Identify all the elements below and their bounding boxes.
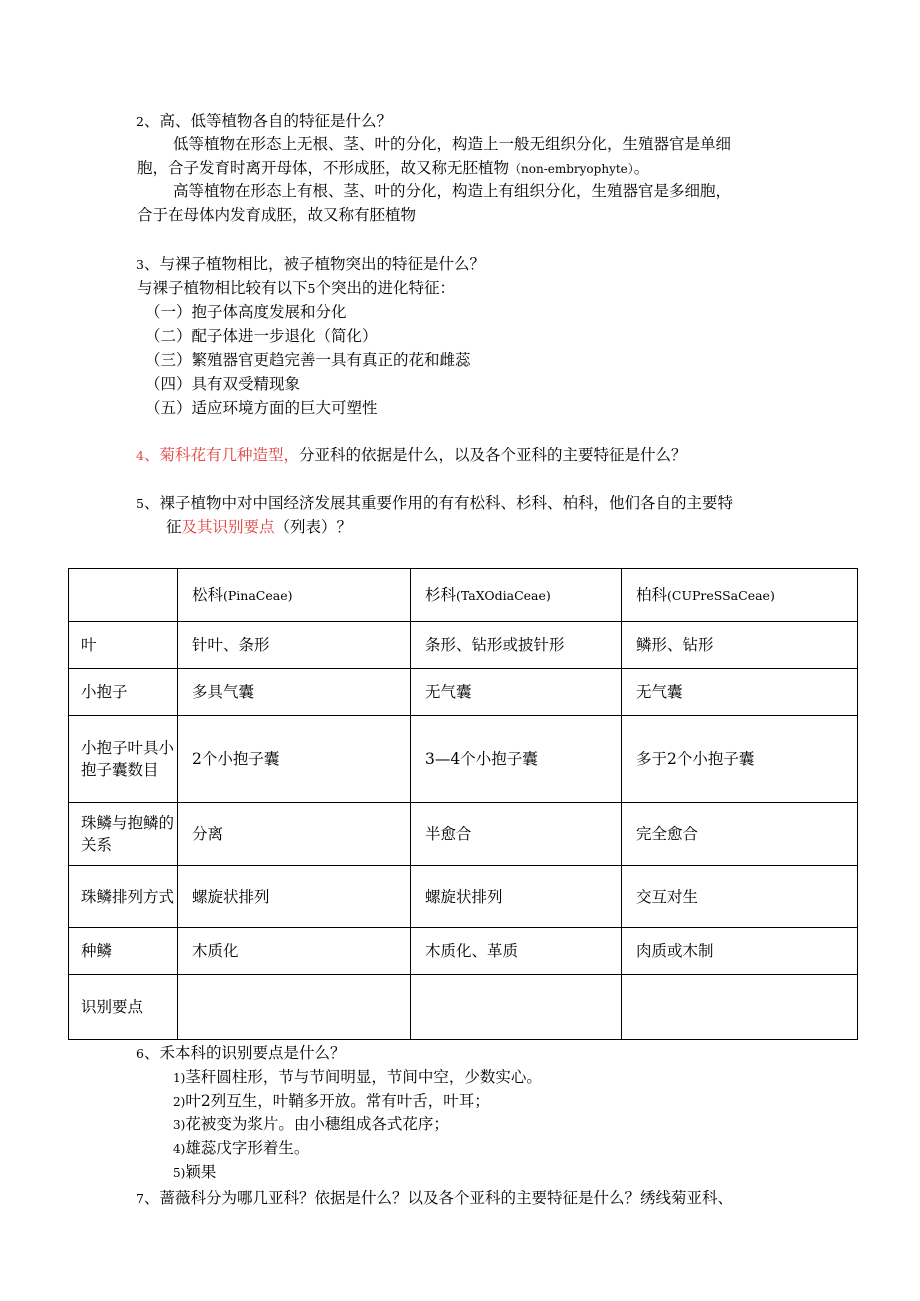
q2-p2-line2: 合于在母体内发育成胚，故又称有胚植物 xyxy=(137,206,417,224)
q4-rest-text: 分亚科的依据是什么，以及各个亚科的主要特征是什么？ xyxy=(298,446,687,464)
table-row xyxy=(69,928,858,975)
table-header-row xyxy=(69,569,858,622)
row-label: 小抱子 xyxy=(69,669,178,716)
q2-p1-line2 xyxy=(137,157,649,180)
header-sci: (PinaCeae) xyxy=(223,587,293,603)
row-label: 识别要点 xyxy=(69,975,178,1040)
table-cell: 针叶、条形 xyxy=(178,622,411,669)
table-cell: 肉质或木制 xyxy=(622,928,858,975)
table-cell: 多具气囊 xyxy=(178,669,411,716)
q3-item: （五）适应环境方面的巨大可塑性 xyxy=(145,399,378,417)
q6-item-num: 1) xyxy=(173,1071,186,1085)
q6-item-num: 2) xyxy=(173,1095,186,1109)
table-cell: 交互对生 xyxy=(622,866,858,928)
q6-item xyxy=(173,1137,309,1160)
row-label: 小抱子叶具小抱子囊数目 xyxy=(69,716,178,803)
q3-item: （二）配子体进一步退化（简化） xyxy=(145,327,378,345)
q6-item-text: 颖果 xyxy=(185,1163,217,1181)
header-cell xyxy=(411,569,622,622)
row-label: 珠鳞排列方式 xyxy=(69,866,178,928)
header-zh: 松科 xyxy=(192,585,224,604)
q6-item-text: 雄蕊戊字形着生。 xyxy=(185,1139,310,1157)
q7-heading xyxy=(136,1187,733,1210)
q2-p1-line2-text: 胞，合子发育时离开母体，不形成胚，故又称无胚植物 xyxy=(137,159,510,177)
comparison-table xyxy=(68,568,858,1040)
row-label: 叶 xyxy=(69,622,178,669)
table-cell: 无气囊 xyxy=(622,669,858,716)
table-cell: 鳞形、钻形 xyxy=(622,622,858,669)
q6-item xyxy=(173,1113,449,1136)
table-cell: 条形、钻形或披针形 xyxy=(411,622,622,669)
row-label: 珠鳞与抱鳞的关系 xyxy=(69,803,178,866)
table-cell: 分离 xyxy=(178,803,411,866)
table-cell: 螺旋状排列 xyxy=(411,866,622,928)
table-cell: 木质化、革质 xyxy=(411,928,622,975)
table-row xyxy=(69,866,858,928)
q5-line2-b: （列表）？ xyxy=(274,518,353,536)
q2-p1-english: （non-embryophyte） xyxy=(509,162,634,176)
q2-p1-line1: 低等植物在形态上无根、茎、叶的分化，构造上一般无组织分化，生殖器官是单细 xyxy=(173,135,732,153)
q6-heading xyxy=(136,1042,345,1065)
q6-item-text: 花被变为浆片。由小穗组成各式花序； xyxy=(185,1115,449,1133)
q6-number: 6 xyxy=(136,1046,144,1061)
q5-line2-red: 及其识别要点 xyxy=(181,518,275,536)
table-row xyxy=(69,669,858,716)
q2-number: 2 xyxy=(136,114,144,129)
q3-intro xyxy=(137,277,455,300)
q3-heading xyxy=(136,253,485,276)
q3-number: 3 xyxy=(136,257,144,272)
q5-line2-a: 征 xyxy=(166,518,182,536)
q6-item-text: 叶2列互生，叶鞘多开放。常有叶舌，叶耳； xyxy=(185,1092,490,1110)
header-cell xyxy=(178,569,411,622)
q3-item: （一）抱子体高度发展和分化 xyxy=(145,303,347,321)
q6-item xyxy=(173,1090,490,1113)
q3-title: 、与裸子植物相比，被子植物突出的特征是什么？ xyxy=(143,255,485,273)
q2-p2-line1: 高等植物在形态上有根、茎、叶的分化，构造上有组织分化，生殖器官是多细胞， xyxy=(173,182,732,200)
table-cell: 半愈合 xyxy=(411,803,622,866)
q4-number: 4 xyxy=(136,448,144,463)
header-zh: 杉科 xyxy=(425,585,457,604)
table-cell: 无气囊 xyxy=(411,669,622,716)
q6-item-num: 3) xyxy=(173,1118,186,1132)
q5-line1-text: 、裸子植物中对中国经济发展其重要作用的有有松科、杉科、柏科，他们各自的主要特 xyxy=(143,494,733,512)
table-row xyxy=(69,975,858,1040)
table-cell: 木质化 xyxy=(178,928,411,975)
q2-title: 、高、低等植物各自的特征是什么？ xyxy=(143,112,392,130)
table-cell xyxy=(178,975,411,1040)
q7-title: 、蔷薇科分为哪几亚科？依据是什么？以及各个亚科的主要特征是什么？绣线菊亚科、 xyxy=(143,1189,733,1207)
q2-heading xyxy=(136,110,392,133)
table-cell: 3—4个小抱子囊 xyxy=(411,716,622,803)
q6-item xyxy=(173,1161,216,1184)
q6-title: 、禾本科的识别要点是什么？ xyxy=(143,1044,346,1062)
q6-item-num: 5) xyxy=(173,1166,186,1180)
q6-item xyxy=(173,1066,542,1089)
q4-red-text: 、菊科花有几种造型， xyxy=(143,446,299,464)
header-zh: 柏科 xyxy=(636,585,668,604)
q6-item-num: 4) xyxy=(173,1142,186,1156)
q4-heading xyxy=(136,444,686,467)
table-row xyxy=(69,716,858,803)
table-row xyxy=(69,803,858,866)
table-row xyxy=(69,622,858,669)
q3-item: （四）具有双受精现象 xyxy=(145,375,301,393)
q7-number: 7 xyxy=(136,1191,144,1206)
header-cell xyxy=(622,569,858,622)
table-cell xyxy=(411,975,622,1040)
q3-item: （三）繁殖器官更趋完善一具有真正的花和雌蕊 xyxy=(145,351,471,369)
q3-intro-b: 个突出的进化特征： xyxy=(315,279,455,297)
header-sci: (CUPreSSaCeae) xyxy=(667,587,775,603)
header-cell-empty xyxy=(69,569,178,622)
table-cell: 2个小抱子囊 xyxy=(178,716,411,803)
row-label: 种鳞 xyxy=(69,928,178,975)
table-cell: 完全愈合 xyxy=(622,803,858,866)
q5-line2 xyxy=(166,516,352,538)
q3-intro-a: 与裸子植物相比较有以下 xyxy=(137,279,308,297)
table-cell: 多于2个小抱子囊 xyxy=(622,716,858,803)
header-sci: (TaXOdiaCeae) xyxy=(456,587,551,603)
q5-line1 xyxy=(136,492,733,515)
q2-p1-end: 。 xyxy=(633,159,650,177)
q6-item-text: 茎秆圆柱形，节与节间明显，节间中空，少数实心。 xyxy=(185,1068,542,1086)
table-cell: 螺旋状排列 xyxy=(178,866,411,928)
q5-number: 5 xyxy=(136,496,144,511)
q3-intro-num: 5 xyxy=(307,281,316,296)
table-cell xyxy=(622,975,858,1040)
